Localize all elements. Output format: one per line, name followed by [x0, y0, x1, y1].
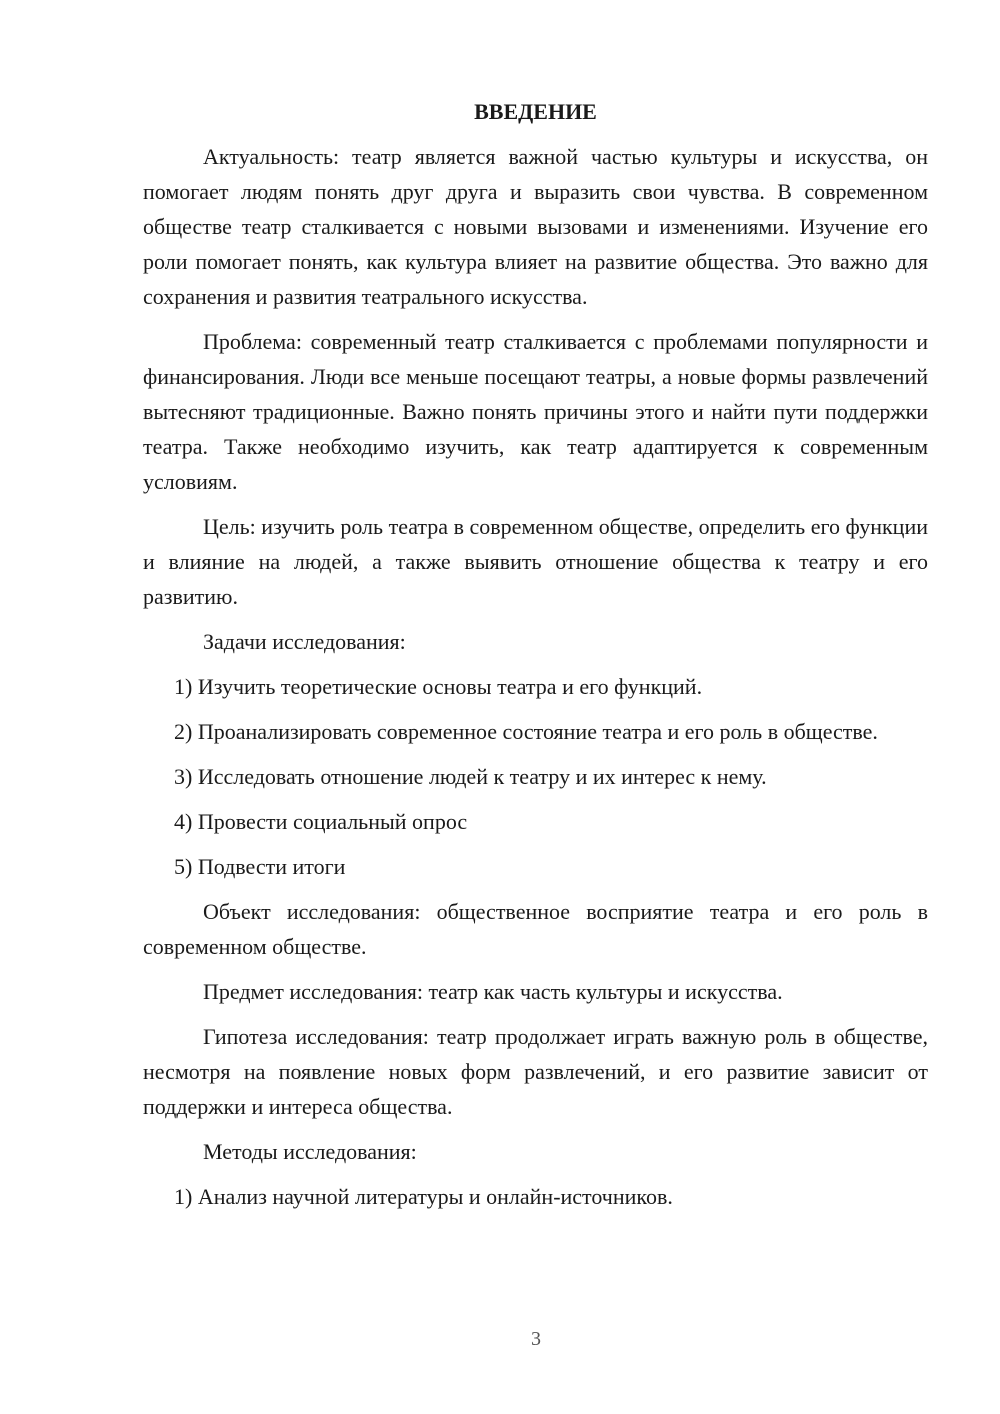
section-title: ВВЕДЕНИЕ — [474, 99, 597, 124]
task-item-5: 5) Подвести итоги — [174, 854, 346, 879]
paragraph-methods-heading: Методы исследования: — [203, 1139, 417, 1164]
page-content — [143, 94, 928, 1224]
task-item-3: 3) Исследовать отношение людей к театру и их интерес к нему. — [174, 764, 767, 789]
paragraph-problem: Проблема: современный театр сталкивается с проблемами популярности и финансирования. Люди все меньше посещают театры, а новые формы развлечений вытесняют традиционные. Важно понять причины этого и найти пути поддержки театра. Также необходимо изучить, как театр адаптируется к современным условиям. — [143, 329, 928, 494]
paragraph-object: Объект исследования: общественное восприятие театра и его роль в современном обществе. — [143, 899, 928, 959]
task-item-1: 1) Изучить теоретические основы театра и его функций. — [174, 674, 703, 699]
paragraph-subject: Предмет исследования: театр как часть культуры и искусства. — [203, 979, 783, 1004]
task-item-2: 2) Проанализировать современное состояние театра и его роль в обществе. — [174, 719, 878, 744]
task-item-4: 4) Провести социальный опрос — [174, 809, 468, 834]
method-item-1: 1) Анализ научной литературы и онлайн-источников. — [174, 1184, 673, 1209]
paragraph-tasks-heading: Задачи исследования: — [203, 629, 406, 654]
paragraph-relevance: Актуальность: театр является важной частью культуры и искусства, он помогает людям понять друг друга и выразить свои чувства. В современном обществе театр сталкивается с новыми вызовами и изменениями. Изучение его роли помогает понять, как культура влияет на развитие общества. Это важно для сохранения и развития театрального искусства. — [143, 144, 928, 309]
paragraph-goal: Цель: изучить роль театра в современном обществе, определить его функции и влияние на людей, а также выявить отношение общества к театру и его развитию. — [143, 514, 928, 609]
page-number: 3 — [531, 1328, 541, 1350]
paragraph-hypothesis: Гипотеза исследования: театр продолжает играть важную роль в обществе, несмотря на появление новых форм развлечений, и его развитие зависит от поддержки и интереса общества. — [143, 1024, 928, 1119]
